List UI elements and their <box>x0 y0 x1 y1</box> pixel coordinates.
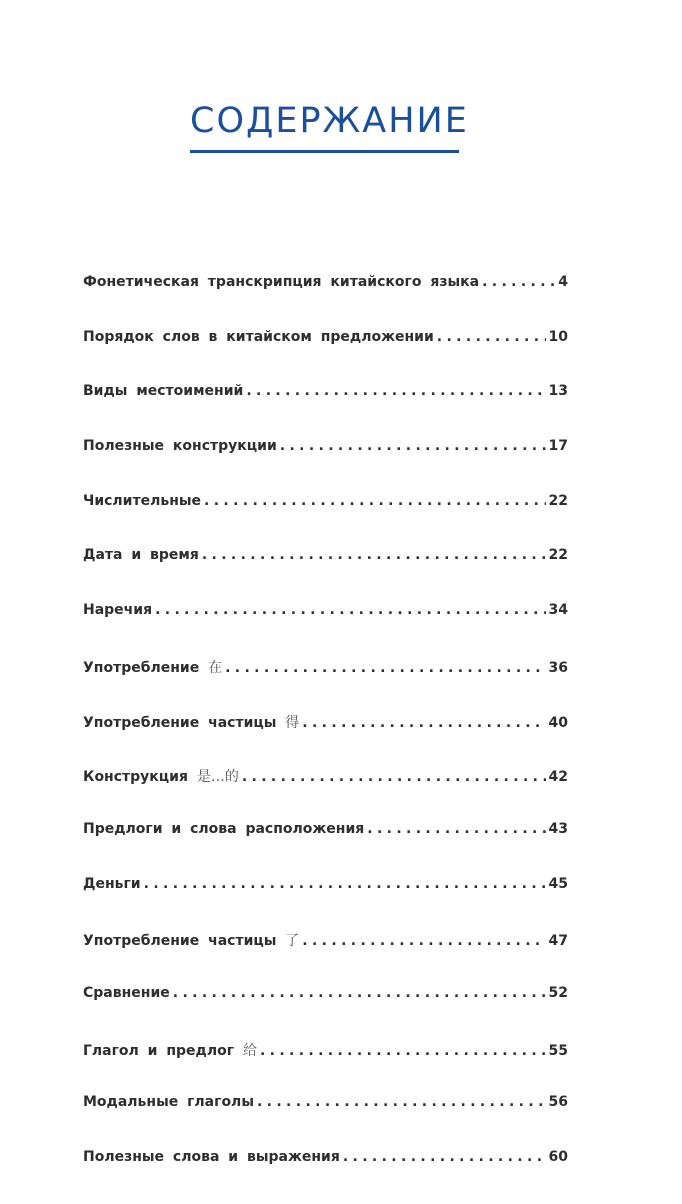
toc-entry[interactable] <box>83 329 568 384</box>
toc-entry-page: 10 <box>548 328 568 345</box>
toc-entry-page: 47 <box>548 933 568 950</box>
dot-leader <box>246 383 545 399</box>
toc-entry-page: 42 <box>548 769 568 786</box>
toc-entry[interactable] <box>83 438 568 493</box>
toc-entry-label: Употребление 在 <box>83 659 223 676</box>
toc-entry[interactable] <box>83 602 568 657</box>
toc-entry[interactable] <box>83 547 568 602</box>
toc-entry-label: Виды местоимений <box>83 383 244 400</box>
toc-entry-page: 52 <box>548 984 568 1001</box>
toc-entry-label: Числительные <box>83 492 202 509</box>
toc-entry[interactable] <box>83 930 568 985</box>
dot-leader <box>260 1043 546 1059</box>
toc-entry-label: Порядок слов в китайском предложении <box>83 328 434 345</box>
toc-entry[interactable] <box>83 985 568 1040</box>
page-title-container <box>190 98 469 144</box>
toc-entry-label: Употребление частицы 得 <box>83 714 300 731</box>
title-underline <box>190 150 459 153</box>
toc-entry-label: Глагол и предлог 给 <box>83 1042 257 1059</box>
dot-leader <box>204 493 545 509</box>
dot-leader <box>144 876 546 892</box>
dot-leader <box>482 274 555 290</box>
dot-leader <box>302 933 545 949</box>
toc-entry[interactable] <box>83 383 568 438</box>
dot-leader <box>155 602 545 618</box>
toc-entry-label: Употребление частицы 了 <box>83 933 300 950</box>
toc-entry[interactable] <box>83 712 568 767</box>
table-of-contents <box>83 274 568 1204</box>
toc-entry-page: 34 <box>548 602 568 619</box>
toc-entry-label: Наречия <box>83 602 153 619</box>
toc-entry-label: Полезные слова и выражения <box>83 1149 340 1165</box>
toc-entry-page: 56 <box>548 1094 568 1111</box>
toc-entry-page: 60 <box>548 1149 568 1165</box>
toc-entry-label: Дата и время <box>83 547 199 564</box>
toc-entry-page: 43 <box>548 820 568 837</box>
toc-entry-label: Фонетическая транскрипция китайского языка <box>83 274 480 290</box>
dot-leader <box>302 715 545 731</box>
toc-entry[interactable] <box>83 274 568 329</box>
page-title: СОДЕРЖАНИЕ <box>190 101 469 141</box>
toc-entry-page: 36 <box>548 659 568 676</box>
toc-entry-page: 55 <box>548 1042 568 1059</box>
toc-entry-page: 40 <box>548 714 568 731</box>
toc-entry[interactable] <box>83 1149 568 1204</box>
toc-entry[interactable] <box>83 657 568 712</box>
dot-leader <box>280 438 546 454</box>
toc-entry-page: 4 <box>558 274 568 290</box>
toc-entry[interactable] <box>83 1040 568 1095</box>
toc-entry-label: Сравнение <box>83 984 170 1001</box>
dot-leader <box>437 329 546 345</box>
toc-entry-page: 22 <box>548 547 568 564</box>
toc-entry-page: 17 <box>548 438 568 455</box>
dot-leader <box>242 769 546 785</box>
toc-entry[interactable] <box>83 1094 568 1149</box>
toc-entry[interactable] <box>83 766 568 821</box>
toc-entry[interactable] <box>83 493 568 548</box>
dot-leader <box>367 821 545 837</box>
toc-entry-page: 22 <box>548 492 568 509</box>
dot-leader <box>225 660 545 676</box>
toc-entry-label: Деньги <box>83 875 141 892</box>
toc-entry-page: 13 <box>548 383 568 400</box>
toc-entry-label: Полезные конструкции <box>83 438 277 455</box>
dot-leader <box>202 547 546 563</box>
toc-entry[interactable] <box>83 876 568 931</box>
toc-entry-label: Конструкция 是…的 <box>83 769 239 786</box>
dot-leader <box>343 1149 546 1165</box>
dot-leader <box>257 1094 546 1110</box>
toc-entry-label: Предлоги и слова расположения <box>83 820 365 837</box>
toc-entry[interactable] <box>83 821 568 876</box>
toc-entry-page: 45 <box>548 875 568 892</box>
toc-entry-label: Модальные глаголы <box>83 1094 254 1111</box>
dot-leader <box>173 985 546 1001</box>
